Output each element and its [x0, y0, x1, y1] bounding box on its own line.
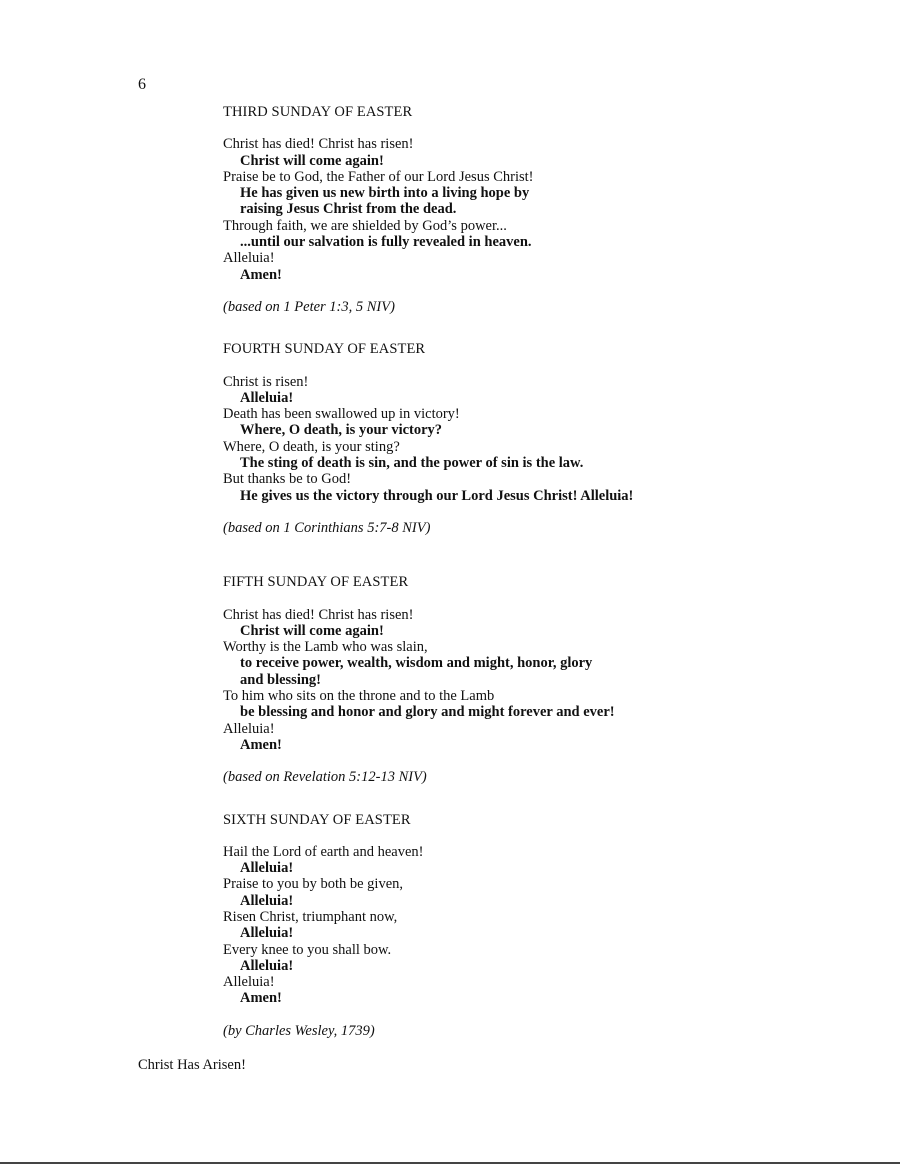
response-line: The sting of death is sin, and the power of sin is the law.: [240, 455, 584, 472]
leader-line: But thanks be to God!: [223, 471, 352, 488]
response-line: raising Jesus Christ from the dead.: [240, 201, 457, 218]
leader-line: Christ has died! Christ has risen!: [223, 136, 414, 153]
response-line: Alleluia!: [240, 389, 294, 406]
response-line: Christ will come again!: [240, 622, 384, 639]
page-footer: Christ Has Arisen!: [138, 1057, 246, 1073]
response-line: Christ will come again!: [240, 152, 384, 169]
section-heading: THIRD SUNDAY OF EASTER: [223, 104, 413, 120]
leader-line: Praise to you by both be given,: [223, 876, 404, 893]
leader-line: Through faith, we are shielded by God’s power...: [223, 217, 507, 234]
response-line: Where, O death, is your victory?: [240, 422, 443, 439]
response-line: Alleluia!: [240, 957, 294, 974]
response-line: be blessing and honor and glory and might forever and ever!: [240, 704, 615, 721]
response-line: Alleluia!: [240, 860, 294, 877]
leader-line: Alleluia!: [223, 720, 275, 737]
scripture-citation: (based on 1 Peter 1:3, 5 NIV): [223, 298, 395, 315]
hymn-citation: (by Charles Wesley, 1739): [223, 1022, 375, 1039]
scripture-citation: (based on Revelation 5:12-13 NIV): [223, 769, 427, 786]
leader-line: Christ has died! Christ has risen!: [223, 606, 414, 623]
response-line: Alleluia!: [240, 925, 294, 942]
section-sixth-sunday: [223, 812, 863, 1040]
leader-line: Every knee to you shall bow.: [223, 941, 392, 958]
leader-line: Risen Christ, triumphant now,: [223, 908, 398, 925]
leader-line: To him who sits on the throne and to the Lamb: [223, 688, 495, 705]
section-fifth-sunday: [223, 574, 863, 785]
leader-line: Alleluia!: [223, 250, 275, 267]
response-line: Alleluia!: [240, 892, 294, 909]
section-heading: FOURTH SUNDAY OF EASTER: [223, 341, 426, 358]
response-line: to receive power, wealth, wisdom and might, honor, glory: [240, 655, 593, 672]
liturgy-content: [223, 104, 863, 1039]
section-heading: SIXTH SUNDAY OF EASTER: [223, 811, 411, 828]
leader-line: Where, O death, is your sting?: [223, 438, 400, 455]
response-line: ...until our salvation is fully revealed in heaven.: [240, 234, 532, 251]
section-fourth-sunday: [223, 341, 863, 536]
section-third-sunday: [223, 104, 863, 315]
response-line: Amen!: [240, 990, 282, 1007]
page-number: 6: [138, 76, 146, 93]
leader-line: Worthy is the Lamb who was slain,: [223, 639, 428, 656]
response-line: Amen!: [240, 736, 282, 753]
leader-line: Christ is risen!: [223, 373, 309, 390]
response-line: He gives us the victory through our Lord Jesus Christ! Alleluia!: [240, 487, 634, 504]
response-line: Amen!: [240, 266, 282, 283]
leader-line: Alleluia!: [223, 974, 275, 991]
response-line: and blessing!: [240, 671, 321, 688]
scripture-citation: (based on 1 Corinthians 5:7-8 NIV): [223, 519, 431, 536]
leader-line: Hail the Lord of earth and heaven!: [223, 843, 424, 860]
section-heading: FIFTH SUNDAY OF EASTER: [223, 574, 409, 591]
response-line: He has given us new birth into a living hope by: [240, 185, 530, 202]
leader-line: Praise be to God, the Father of our Lord Jesus Christ!: [223, 168, 534, 185]
leader-line: Death has been swallowed up in victory!: [223, 406, 460, 423]
